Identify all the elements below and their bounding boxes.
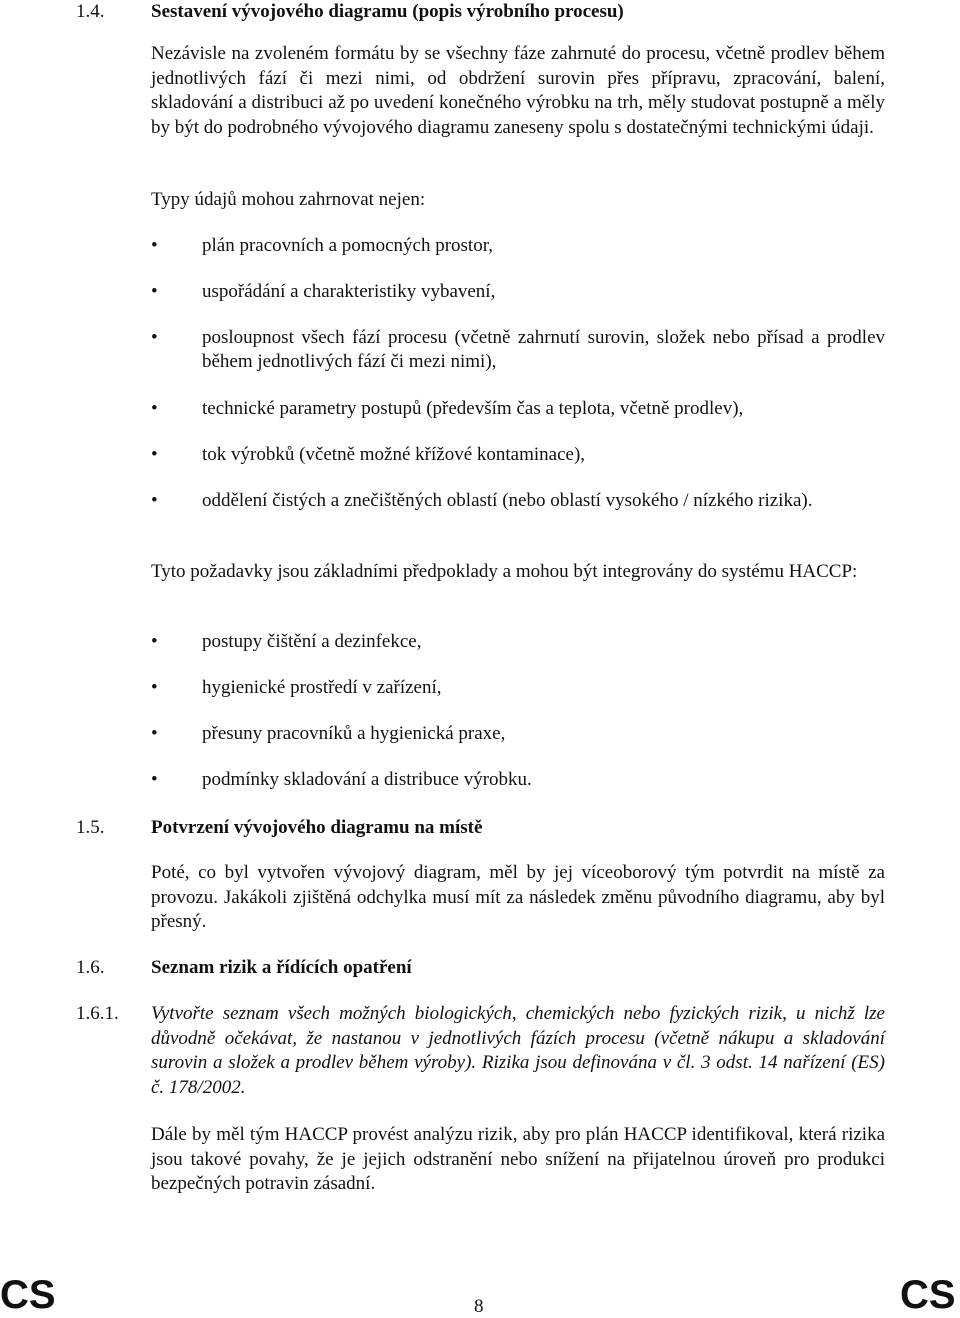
section-number-1-4: 1.4.: [76, 1, 105, 22]
bullet-icon: •: [151, 769, 158, 790]
section-number-1-5: 1.5.: [76, 817, 105, 838]
section-title-1-5: Potvrzení vývojového diagramu na místě: [151, 817, 483, 838]
bullet-item: plán pracovních a pomocných prostor,: [202, 235, 494, 256]
types-intro: Typy údajů mohou zahrnovat nejen:: [151, 189, 426, 210]
prereq-bullet-item: přesuny pracovníků a hygienická praxe,: [202, 723, 506, 744]
page-number: 8: [474, 1296, 484, 1317]
section-number-1-6-1: 1.6.1.: [76, 1003, 119, 1024]
bullet-item: oddělení čistých a znečištěných oblastí (nebo oblastí vysokého / nízkého rizika).: [202, 490, 813, 511]
bullet-item: tok výrobků (včetně možné křížové kontaminace),: [202, 444, 586, 465]
prereq-bullet-item: hygienické prostředí v zařízení,: [202, 677, 442, 698]
bullet-icon: •: [151, 235, 158, 256]
prereq-bullet-item: podmínky skladování a distribuce výrobku.: [202, 769, 532, 790]
bullet-icon: •: [151, 327, 158, 348]
prereq-bullet-item: postupy čištění a dezinfekce,: [202, 631, 422, 652]
bullet-icon: •: [151, 677, 158, 698]
bullet-item: posloupnost všech fází procesu (včetně zahrnutí surovin, složek nebo přísad a prodlev během jednotlivých fází či mezi nimi),: [202, 327, 885, 372]
footer-language-code-right: CS: [900, 1273, 956, 1317]
bullet-icon: •: [151, 281, 158, 302]
intro-paragraph: Nezávisle na zvoleném formátu by se všechny fáze zahrnuté do procesu, včetně prodlev během jednotlivých fází či mezi nimi, od obdržení surovin přes přípravu, zpracování, balení, skladování a distribuci až po uvedení konečného výrobku na trh, měly studovat postupně a měly by být do podrobného vývojového diagramu zaneseny spolu s dostatečnými technickými údaji.: [151, 43, 885, 138]
bullet-icon: •: [151, 631, 158, 652]
bullet-item: technické parametry postupů (především čas a teplota, včetně prodlev),: [202, 398, 744, 419]
prereq-intro: Tyto požadavky jsou základními předpoklady a mohou být integrovány do systému HACCP:: [151, 561, 858, 582]
section-title-1-4: Sestavení vývojového diagramu (popis výrobního procesu): [151, 1, 624, 22]
section-title-1-6: Seznam rizik a řídících opatření: [151, 957, 412, 978]
bullet-icon: •: [151, 723, 158, 744]
section-1-5-paragraph: Poté, co byl vytvořen vývojový diagram, měl by jej víceoborový tým potvrdit na místě za provozu. Jakákoli zjištěná odchylka musí mít za následek změnu původního diagramu, aby byl přesný.: [151, 862, 885, 932]
section-1-6-1-paragraph: Dále by měl tým HACCP provést analýzu rizik, aby pro plán HACCP identifikoval, která rizika jsou takové povahy, že je jejich odstranění nebo snížení na přijatelnou úroveň pro produkci bezpečných potravin zásadní.: [151, 1124, 885, 1194]
section-number-1-6: 1.6.: [76, 957, 105, 978]
bullet-icon: •: [151, 398, 158, 419]
bullet-icon: •: [151, 490, 158, 511]
bullet-icon: •: [151, 444, 158, 465]
bullet-item: uspořádání a charakteristiky vybavení,: [202, 281, 496, 302]
section-1-6-1-italic-paragraph: Vytvořte seznam všech možných biologických, chemických nebo fyzických rizik, u nichž lze důvodně očekávat, že nastanou v jednotlivých fázích procesu (včetně nákupu a skladování surovin a složek a prodlev během výroby). Rizika jsou definována v čl. 3 odst. 14 nařízení (ES) č. 178/2002.: [151, 1003, 885, 1098]
footer-language-code-left: CS: [0, 1273, 56, 1317]
